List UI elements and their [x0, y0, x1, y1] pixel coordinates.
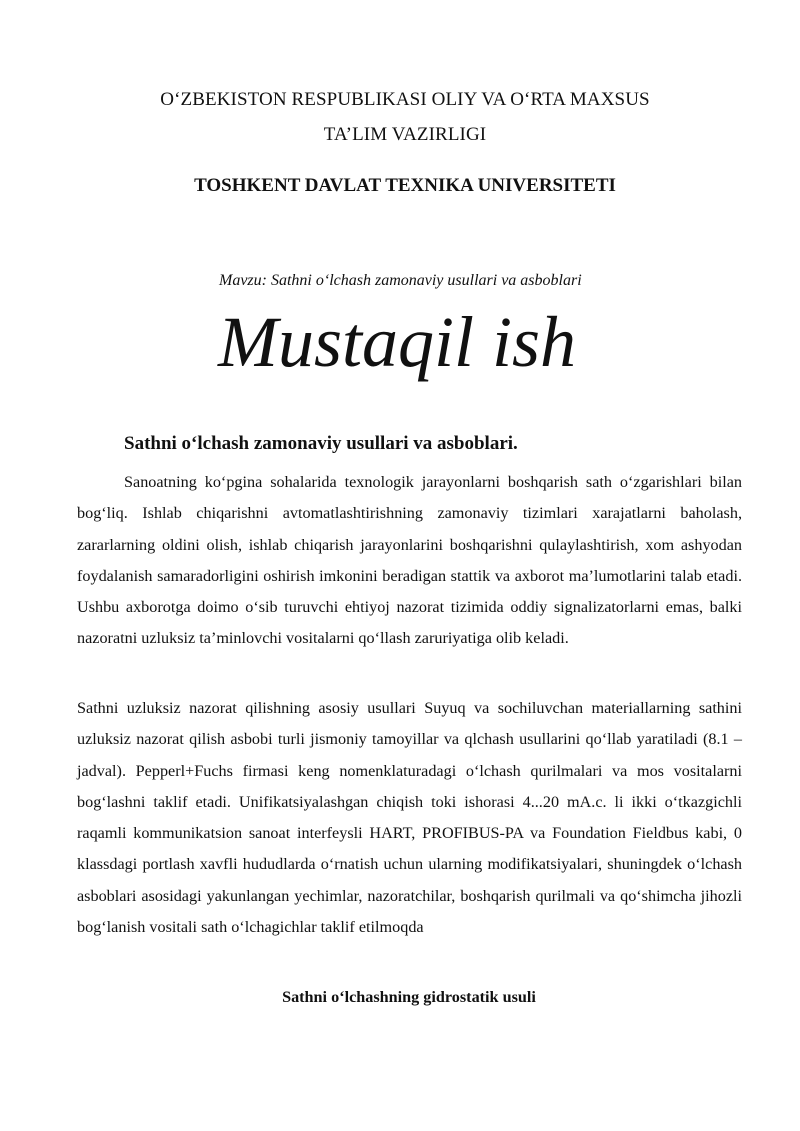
work-title: Mustaqil ish: [218, 302, 577, 382]
topic-line: Mavzu: Sathni o‘lchash zamonaviy usullari va asboblari: [219, 272, 582, 289]
body-paragraph-1: Sanoatning ko‘pgina sohalarida texnologik jarayonlarni boshqarish sath o‘zgarishlari bilan bog‘liq. Ishlab chiqarishni avtomatlashtirishning zamonaviy tizimlari xarajatlarni baholash, zararlarning oldini olish, ishlab chiqarish jarayonlarini boshqarishni qulaylashtirish, xom ashyodan foydalanish samaradorligini oshirish imkonini beradigan stattik va axborot ma’lumotlarini talab etadi. Ushbu axborotga doimo o‘sib turuvchi ehtiyoj nazorat tizimida oddiy signalizatorlarni emas, balki nazoratni uzluksiz ta’minlovchi vositalarni qo‘llash zaruriyatiga olib keladi.: [77, 473, 742, 648]
university-name: TOSHKENT DAVLAT TEXNIKA UNIVERSITETI: [194, 175, 616, 196]
body-paragraph-2: Sathni uzluksiz nazorat qilishning asosiy usullari Suyuq va sochiluvchan materiallarning sathini uzluksiz nazorat qilish asbobi turli jismoniy tamoyillar va qlchash usullarini qo‘llab yaratiladi (8.1 – jadval). Pepperl+Fuchs firmasi keng nomenklaturadagi o‘lchash qurilmalari va mos vositalarni bog‘lashni taklif etadi. Unifikatsiyalashgan chiqish toki ishorasi 4...20 mA.c. li ikki o‘tkazgichli raqamli kommunikatsion sanoat interfeysli HART, PROFIBUS-PA va Foundation Fieldbus kabi, 0 klassdagi portlash xavfli hududlarda o‘rnatish uchun ularning modifikatsiyalari, shuningdek o‘lchash asboblari asosidagi yakunlangan yechimlar, nazoratchilar, boshqarish qurilmali va qo‘shimcha jihozli bog‘lanish vositali sath o‘lchagichlar taklif etilmoqda: [77, 699, 742, 937]
ministry-title-line2: TA’LIM VAZIRLIGI: [323, 124, 487, 145]
sub-heading: Sathni o‘lchashning gidrostatik usuli: [282, 988, 536, 1006]
section-heading: Sathni o‘lchash zamonaviy usullari va asboblari.: [124, 433, 518, 454]
ministry-title-line1: O‘ZBEKISTON RESPUBLIKASI OLIY VA O‘RTA MAXSUS: [160, 89, 650, 110]
